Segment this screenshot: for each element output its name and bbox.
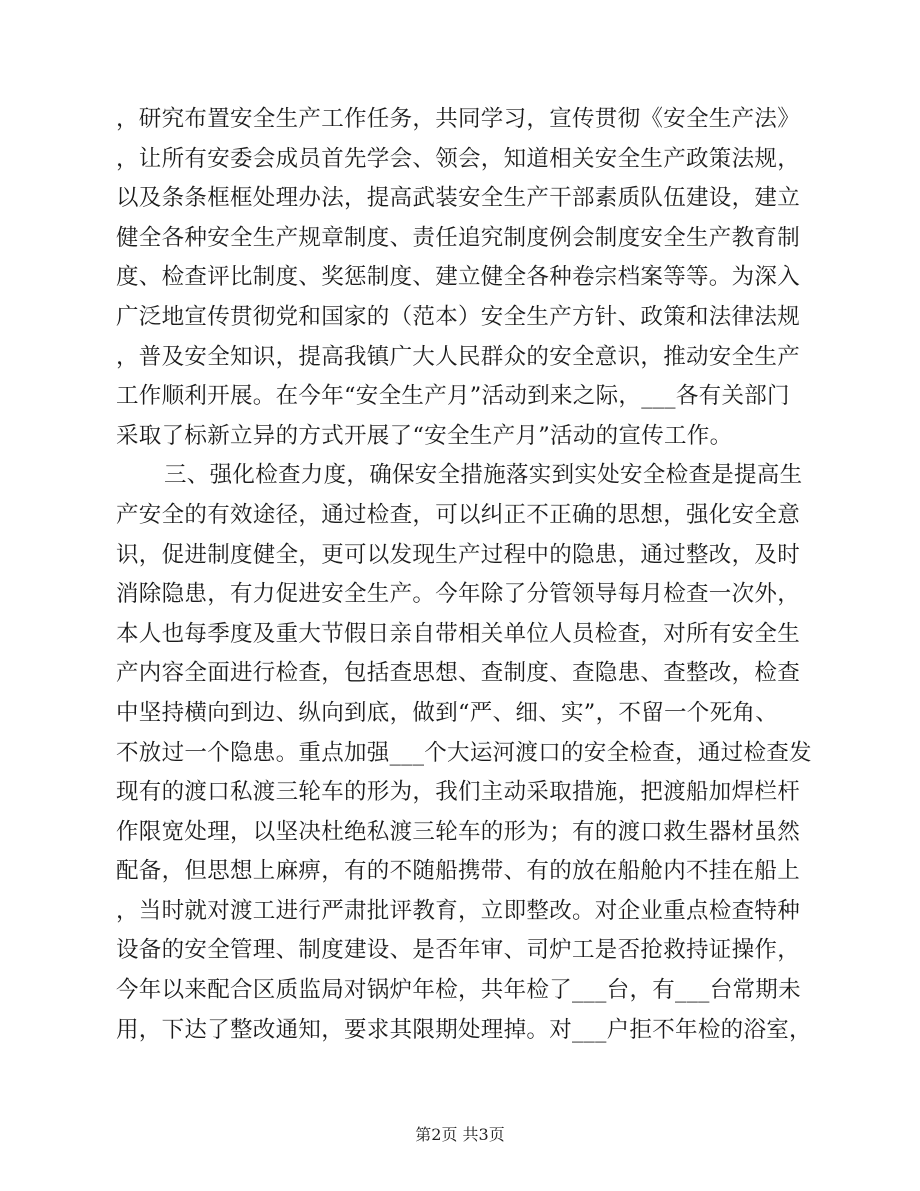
text-line: 中坚持横向到边、纵向到底，做到“严、细、实”，不留一个死角、 [116,699,779,726]
text-line: 作限宽处理，以坚决杜绝私渡三轮车的形为；有的渡口救生器材虽然 [116,818,801,845]
text-line: ，让所有安委会成员首先学会、领会，知道相关安全生产政策法规， [116,145,801,172]
text-line: 今年以来配合区质监局对锅炉年检，共年检了___台，有___台常期未 [116,977,801,1004]
text-line: ，当时就对渡工进行严肃批评教育，立即整改。对企业重点检查特种 [116,897,801,924]
text-line: 配备，但思想上麻痹，有的不随船携带、有的放在船舱内不挂在船上 [116,858,801,885]
text-line: 产安全的有效途径，通过检查，可以纠正不正确的思想，强化安全意 [116,501,801,528]
text-line: 消除隐患，有力促进安全生产。今年除了分管领导每月检查一次外， [116,581,801,608]
text-line: 度、检查评比制度、奖惩制度、建立健全各种卷宗档案等等。为深入 [116,264,801,291]
text-line: 不放过一个隐患。重点加强___个大运河渡口的安全检查，通过检查发 [116,739,812,766]
document-body [116,100,816,1050]
text-line: 本人也每季度及重大节假日亲自带相关单位人员检查，对所有安全生 [116,620,801,647]
text-line: 现有的渡口私渡三轮车的形为，我们主动采取措施，把渡船加焊栏杆 [116,779,801,806]
text-line: 产内容全面进行检查，包括查思想、查制度、查隐患、查整改，检查 [116,660,801,687]
text-line: 采取了标新立异的方式开展了“安全生产月”活动的宣传工作。 [116,422,733,449]
text-line: 设备的安全管理、制度建设、是否年审、司炉工是否抢救持证操作， [116,937,801,964]
text-line: ，研究布置安全生产工作任务，共同学习，宣传贯彻《安全生产法》 [116,106,801,132]
text-line: ，普及安全知识，提高我镇广大人民群众的安全意识，推动安全生产 [116,343,801,370]
text-line: 用，下达了整改通知，要求其限期处理掉。对___户拒不年检的浴室， [116,1016,812,1043]
text-line: 工作顺利开展。在今年“安全生产月”活动到来之际，___各有关部门 [116,383,790,410]
text-line: 以及条条框框处理办法，提高武装安全生产干部素质队伍建设，建立 [116,185,801,212]
text-line: 广泛地宣传贯彻党和国家的（范本）安全生产方针、政策和法律法规 [116,303,801,330]
text-line: 健全各种安全生产规章制度、责任追究制度例会制度安全生产教育制 [116,224,801,251]
page-number-footer: 第2页 共3页 [415,1125,505,1144]
text-line: 识，促进制度健全，更可以发现生产过程中的隐患，通过整改，及时 [116,541,801,568]
paragraph-start-line: 三、强化检查力度，确保安全措施落实到实处安全检查是提高生 [164,462,803,489]
